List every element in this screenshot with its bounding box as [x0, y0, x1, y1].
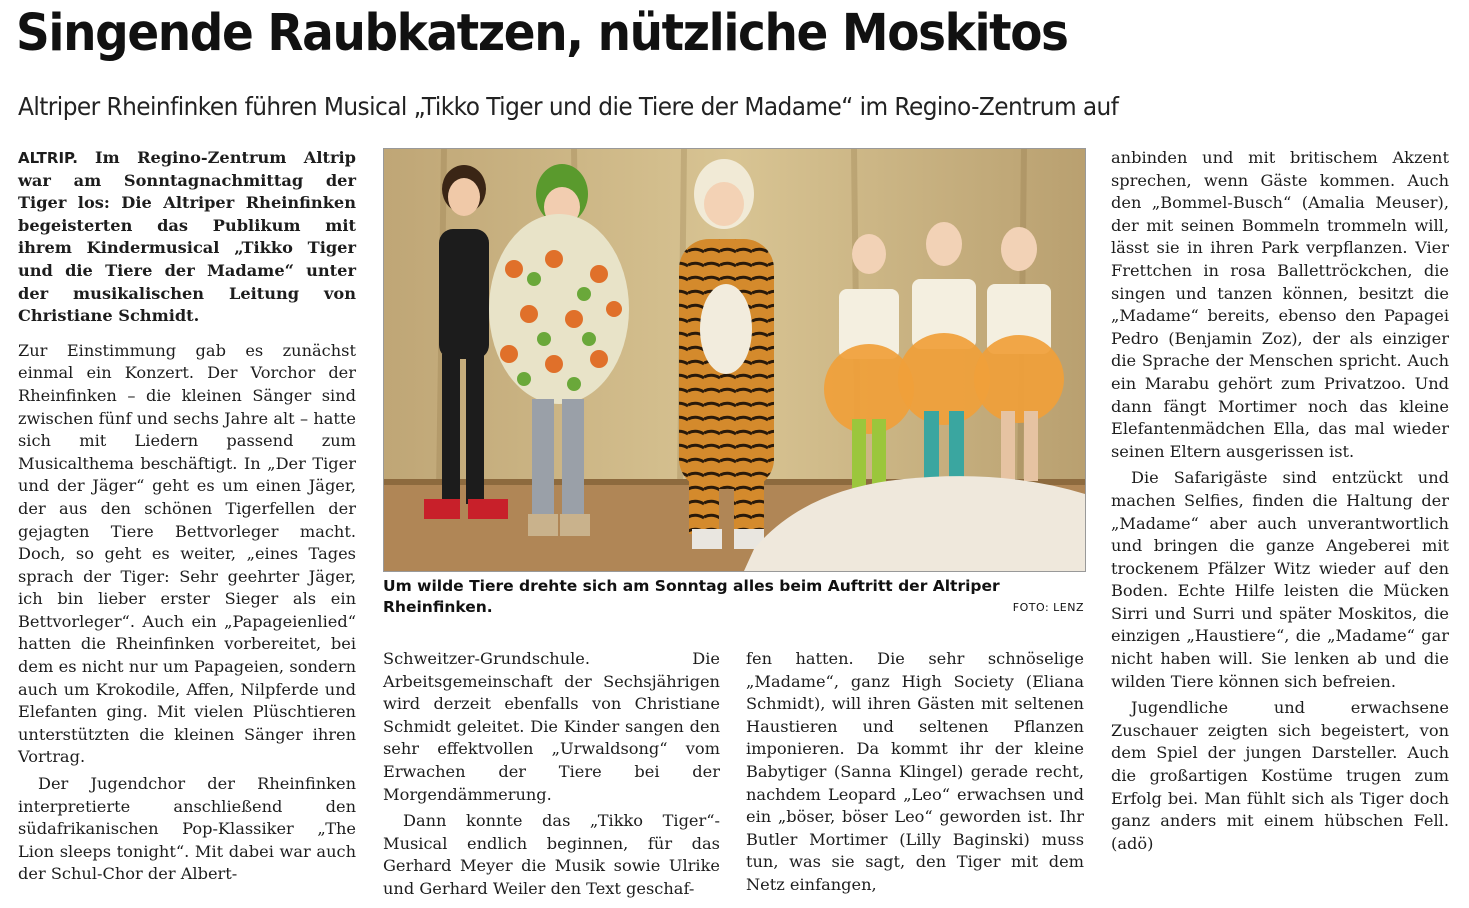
body-paragraph: Der Jugendchor der Rheinfinken interpretierte anschließend den südafrikanischen Pop-Klassiker „The Lion sleeps tonight“. Mit dabei war auch der Schul-Chor der Albert- [18, 774, 356, 884]
body-paragraph: Dann konnte das „Tikko Tiger“-Musical endlich beginnen, für das Gerhard Meyer die Musik sowie Ulrike und Gerhard Weiler den Text geschaf- [383, 811, 720, 898]
lead-text: Im Regino-Zentrum Altrip war am Sonntagnachmittag der Tiger los: Die Altriper Rheinfinken begeisterten das Publikum mit ihrem Kindermusical „Tikko Tiger und die Tiere der Madame“ unter der musikalischen Leitung von Christiane Schmidt. [18, 148, 356, 326]
photo-caption [383, 576, 1084, 618]
body-paragraph: Die Safarigäste sind entzückt und machen Selfies, finden die Haltung der „Madame“ aber auch unverantwortlich und bringen die ganze Angeberei mit trockenem Pfälzer Witz wieder auf den Boden. Echte Hilfe leisten die Mücken Sirri und Surri und später Moskitos, die einzigen „Haustiere“, die „Madame“ gar nicht haben will. Sie lenken ab und die wilden Tiere können sich befreien. [1111, 468, 1449, 691]
body-paragraph: fen hatten. Die sehr schnöselige „Madame“, ganz High Society (Eliana Schmidt), will ihren Gästen mit seltenen Haustieren und seltenen Pflanzen imponieren. Da kommt ihr der kleine Babytiger (Sanna Klingel) gerade recht, nachdem Leopard „Leo“ erwachsen und ein „böser, böser Leo“ geworden ist. Ihr Butler Mortimer (Lilly Baginski) muss tun, was sie sagt, den Tiger mit dem Netz einfangen, [746, 649, 1084, 894]
article-photo [383, 148, 1086, 572]
subheadline: Altriper Rheinfinken führen Musical „Tikko Tiger und die Tiere der Madame“ im Regino-Zentrum auf [18, 92, 1119, 121]
body-paragraph: anbinden und mit britischem Akzent sprechen, wenn Gäste kommen. Auch den „Bommel-Busch“ (Amalia Meuser), der mit seinen Bommeln trommeln will, lässt sie in ihren Park verpflanzen. Vier Frettchen in rosa Ballettröckchen, die singen und tanzen können, besitzt die „Madame“ bereits, ebenso den Papagei Pedro (Benjamin Zoz), der als einziger die Sprache der Menschen spricht. Auch ein Marabu gehört zum Privatzoo. Und dann fängt Mortimer noch das kleine Elefantenmädchen Ella, das mal wieder seinen Eltern ausgerissen ist. [1111, 148, 1449, 461]
body-paragraph: Zur Einstimmung gab es zunächst einmal ein Konzert. Der Vorchor der Rheinfinken – die kleinen Sänger sind zwischen fünf und sechs Jahre alt – hatte sich mit Liedern passend zum Musicalthema beschäftigt. In „Der Tiger und der Jäger“ geht es um einen Jäger, der aus den schönen Tigerfellen der gejagten Tiere Bettvorleger macht. Doch, so geht es weiter, „eines Tages sprach der Tiger: Sehr geehrter Jäger, ich bin lieber erster Sieger als ein Bettvorleger“. Auch ein „Papageienlied“ hatten die Rheinfinken vorbereitet, bei dem es nicht nur um Papageien, sondern auch um Krokodile, Affen, Nilpferde und Elefanten ging. Mit vielen Plüschtieren unterstützten die kleinen Sänger ihren Vortrag. [18, 340, 356, 767]
article-column-4 [1111, 147, 1449, 855]
article-column-2 [383, 648, 720, 901]
stage-photo-illustration [384, 149, 1085, 571]
caption-text: Um wilde Tiere drehte sich am Sonntag alles beim Auftritt der Altriper Rheinfinken. [383, 577, 1000, 616]
body-paragraph: Schweitzer-Grundschule. Die Arbeitsgemeinschaft der Sechsjährigen wird derzeit ebenfalls von Christiane Schmidt geleitet. Die Kinder sangen den sehr effektvollen „Urwaldsong“ vom Erwachen der Tiere bei der Morgendämmerung. [383, 649, 720, 804]
headline: Singende Raubkatzen, nützliche Moskitos [16, 4, 1068, 63]
article-column-1 [18, 147, 356, 886]
photo-credit: FOTO: LENZ [1012, 601, 1084, 614]
body-paragraph: Jugendliche und erwachsene Zuschauer zeigten sich begeistert, von dem Spiel der jungen Darsteller. Auch die großartigen Kostüme trugen zum Erfolg bei. Man fühlt sich als Tiger doch ganz anders mit einem hübschen Fell. (adö) [1111, 698, 1449, 853]
article-column-3 [746, 648, 1084, 897]
dateline: ALTRIP. [18, 149, 78, 167]
lead-paragraph [18, 147, 356, 328]
